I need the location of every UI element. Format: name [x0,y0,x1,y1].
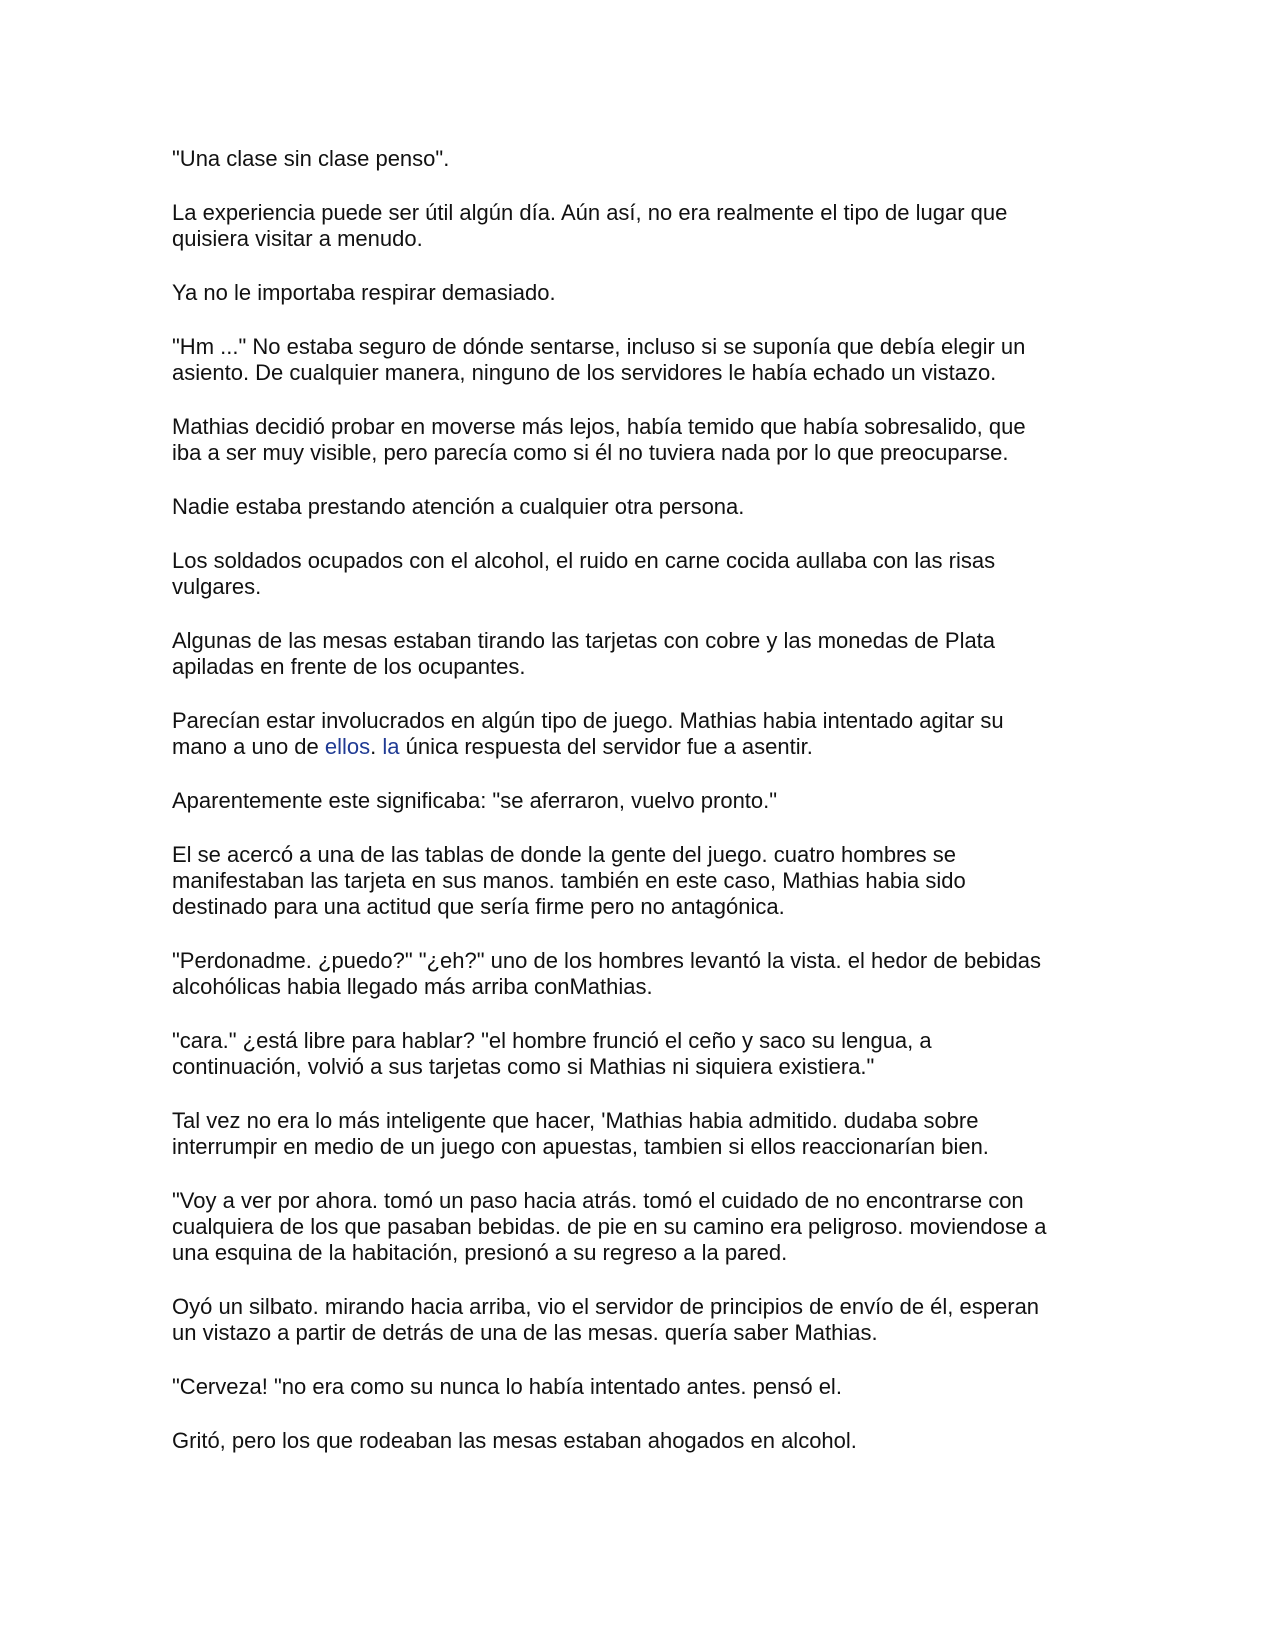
text-line [172,734,1102,760]
text-line: vulgares. [172,574,262,599]
text-line: Gritó, pero los que rodeaban las mesas estaban ahogados en alcohol. [172,1428,857,1453]
paragraph-8 [172,628,1102,680]
paragraph-17 [172,1374,1102,1400]
text-line: asiento. De cualquier manera, ninguno de los servidores le había echado un vistazo. [172,360,997,385]
text-line: destinado para una actitud que sería firme pero no antagónica. [172,894,785,919]
paragraph-11 [172,842,1102,920]
paragraph-13 [172,1028,1102,1080]
paragraph-1 [172,146,1102,172]
paragraph-9 [172,708,1102,760]
text-line: quisiera visitar a menudo. [172,226,423,251]
text-line: "Voy a ver por ahora. tomó un paso hacia atrás. tomó el cuidado de no encontrarse con [172,1188,1024,1213]
paragraph-16 [172,1294,1102,1346]
text-line: Parecían estar involucrados en algún tipo de juego. Mathias habia intentado agitar su [172,708,1004,733]
text-line: Aparentemente este significaba: "se aferraron, vuelvo pronto." [172,788,778,813]
text-line: manifestaban las tarjeta en sus manos. también en este caso, Mathias habia sido [172,868,966,893]
text-line: "Una clase sin clase penso". [172,146,450,171]
text-segment: única respuesta del servidor fue a asentir. [399,734,813,759]
text-line: interrumpir en medio de un juego con apuestas, tambien si ellos reaccionarían bien. [172,1134,989,1159]
text-line: Mathias decidió probar en moverse más lejos, había temido que había sobresalido, que [172,414,1026,439]
text-segment: mano a uno de [172,734,325,759]
paragraph-2 [172,200,1102,252]
text-line: un vistazo a partir de detrás de una de las mesas. quería saber Mathias. [172,1320,878,1345]
document-page [172,146,1102,1482]
text-line: "Cerveza! "no era como su nunca lo había intentado antes. pensó el. [172,1374,842,1399]
paragraph-5 [172,414,1102,466]
text-line: continuación, volvió a sus tarjetas como si Mathias ni siquiera existiera." [172,1054,875,1079]
text-line: Ya no le importaba respirar demasiado. [172,280,556,305]
paragraph-10 [172,788,1102,814]
text-line: iba a ser muy visible, pero parecía como si él no tuviera nada por lo que preocuparse. [172,440,1009,465]
paragraph-14 [172,1108,1102,1160]
text-line: "Perdonadme. ¿puedo?" "¿eh?" uno de los hombres levantó la vista. el hedor de bebidas [172,948,1042,973]
text-segment: . [370,734,383,759]
text-line: Los soldados ocupados con el alcohol, el ruido en carne cocida aullaba con las risas [172,548,996,573]
text-line: "Hm ..." No estaba seguro de dónde sentarse, incluso si se suponía que debía elegir un [172,334,1026,359]
paragraph-18 [172,1428,1102,1454]
paragraph-3 [172,280,1102,306]
text-line: El se acercó a una de las tablas de donde la gente del juego. cuatro hombres se [172,842,956,867]
hyperlink-ellos[interactable]: ellos [324,734,371,759]
hyperlink-la[interactable]: la [382,734,400,759]
paragraph-4 [172,334,1102,386]
text-line: Oyó un silbato. mirando hacia arriba, vio el servidor de principios de envío de él, esperan [172,1294,1040,1319]
text-line: Algunas de las mesas estaban tirando las tarjetas con cobre y las monedas de Plata [172,628,996,653]
paragraph-15 [172,1188,1102,1266]
text-line: apiladas en frente de los ocupantes. [172,654,526,679]
text-line: Nadie estaba prestando atención a cualquier otra persona. [172,494,745,519]
paragraph-6 [172,494,1102,520]
text-line: alcohólicas habia llegado más arriba conMathias. [172,974,653,999]
text-line: Tal vez no era lo más inteligente que hacer, 'Mathias habia admitido. dudaba sobre [172,1108,979,1133]
paragraph-12 [172,948,1102,1000]
text-line: cualquiera de los que pasaban bebidas. de pie en su camino era peligroso. moviendose a [172,1214,1047,1239]
text-line: La experiencia puede ser útil algún día. Aún así, no era realmente el tipo de lugar que [172,200,1008,225]
paragraph-7 [172,548,1102,600]
text-line: "cara." ¿está libre para hablar? "el hombre frunció el ceño y saco su lengua, a [172,1028,932,1053]
text-line: una esquina de la habitación, presionó a su regreso a la pared. [172,1240,788,1265]
